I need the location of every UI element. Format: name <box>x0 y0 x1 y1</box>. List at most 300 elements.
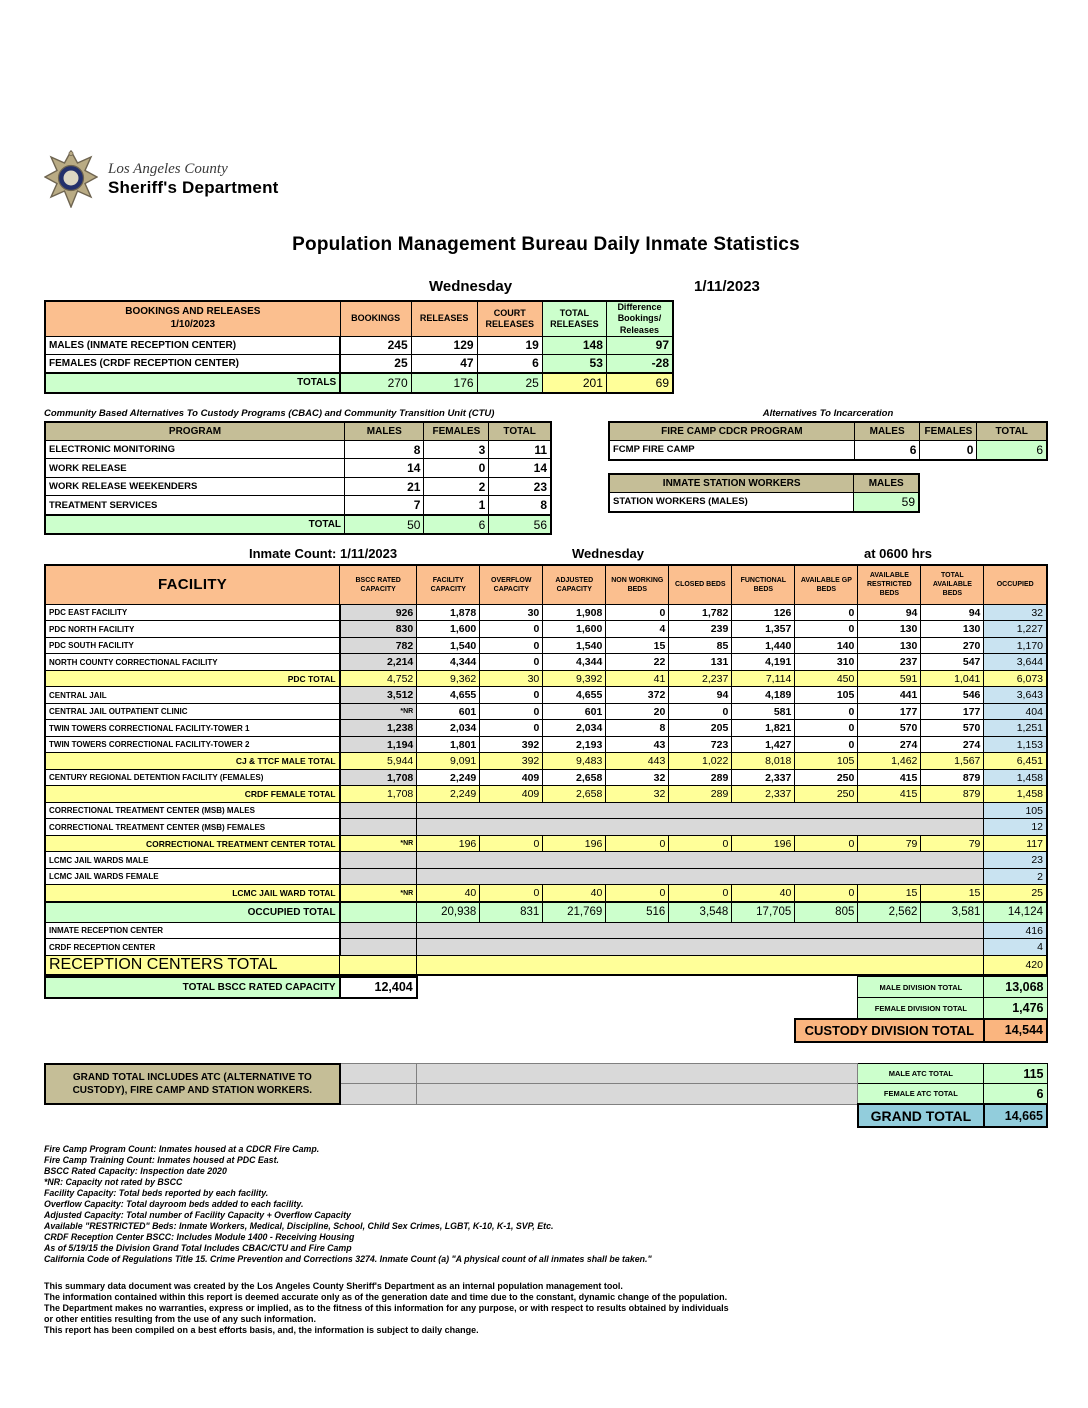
value: 2,337 <box>732 769 795 786</box>
value: 148 <box>542 336 606 354</box>
value: 129 <box>411 336 477 354</box>
total-value: 591 <box>858 670 921 687</box>
footnotes <box>44 1144 1048 1265</box>
bookings-title: BOOKINGS AND RELEASES 1/10/2023 <box>45 301 340 336</box>
value: 4,344 <box>417 654 480 671</box>
col-males: MALES <box>345 422 424 441</box>
col-facility: FACILITY <box>45 565 340 605</box>
total-value: 1,022 <box>669 753 732 770</box>
col-available-gp-beds: AVAILABLE GP BEDS <box>795 565 858 605</box>
facility-name: CENTURY REGIONAL DETENTION FACILITY (FEMALES) <box>45 769 340 786</box>
station-workers-table <box>608 473 920 513</box>
sheriff-star-icon <box>44 150 98 208</box>
total-value: 25 <box>984 885 1047 902</box>
value: 177 <box>858 703 921 720</box>
value: 0 <box>606 604 669 621</box>
col-adjusted-capacity: ADJUSTED CAPACITY <box>543 565 606 605</box>
spacer <box>417 939 984 956</box>
value: 11 <box>489 440 551 459</box>
total-value: 2,658 <box>543 786 606 803</box>
total-value: 1,458 <box>984 786 1047 803</box>
total-value: 32 <box>606 786 669 803</box>
value: 4,655 <box>417 687 480 704</box>
col-functional-beds: FUNCTIONAL BEDS <box>732 565 795 605</box>
value: 1,540 <box>417 637 480 654</box>
value: 4,344 <box>543 654 606 671</box>
value: 126 <box>732 604 795 621</box>
total-value: 21,769 <box>543 902 606 923</box>
bookings-totals-row <box>45 373 673 393</box>
col-males: MALES <box>854 474 919 493</box>
value: 723 <box>669 736 732 753</box>
value: 415 <box>858 769 921 786</box>
value: 0 <box>795 736 858 753</box>
value: 1,251 <box>984 720 1047 737</box>
value: 1,821 <box>732 720 795 737</box>
col-males: MALES <box>854 422 920 441</box>
bscc-total-label: TOTAL BSCC RATED CAPACITY <box>45 977 340 998</box>
total-value: 105 <box>795 753 858 770</box>
col-bookings: BOOKINGS <box>340 301 411 336</box>
footnote-line: BSCC Rated Capacity: Inspection date 2020 <box>44 1166 227 1177</box>
facility-row-lcmc-jail-wards-male <box>45 852 1047 869</box>
total-value: 6,451 <box>984 753 1047 770</box>
cbac-table <box>44 421 552 536</box>
facility-row-inmate-reception-center <box>45 922 1047 939</box>
value: 1,153 <box>984 736 1047 753</box>
fire-camp-row <box>609 440 1047 460</box>
row-label: ELECTRONIC MONITORING <box>45 440 345 459</box>
total-value: 6 <box>424 515 489 535</box>
cbac-title: Community Based Alternatives To Custody Programs (CBAC) and Community Transition Unit (CTU) <box>44 407 495 419</box>
value: 1,782 <box>669 604 732 621</box>
value: 177 <box>921 703 984 720</box>
total-value: 117 <box>984 835 1047 852</box>
total-value: 392 <box>480 753 543 770</box>
value: 0 <box>795 703 858 720</box>
grand-total-row <box>45 1104 1047 1127</box>
total-value: 50 <box>345 515 424 535</box>
total-value: 0 <box>669 835 732 852</box>
occupied-value: 23 <box>984 852 1047 869</box>
value: 8 <box>606 720 669 737</box>
value: 270 <box>921 637 984 654</box>
value: 547 <box>921 654 984 671</box>
value: 8 <box>345 440 424 459</box>
custody-total-value: 14,544 <box>984 1019 1047 1042</box>
row-label: MALES (INMATE RECEPTION CENTER) <box>45 336 340 354</box>
row-label: STATION WORKERS (MALES) <box>609 492 854 512</box>
footnote-line: Facility Capacity: Total beds reported by each facility. <box>44 1188 269 1199</box>
col-females: FEMALES <box>920 422 977 441</box>
facility-table <box>44 564 1048 976</box>
value: 14 <box>345 459 424 478</box>
row-label: LCMC JAIL WARDS FEMALE <box>45 868 340 885</box>
value: 1,427 <box>732 736 795 753</box>
value: *NR <box>340 703 417 720</box>
value: 546 <box>921 687 984 704</box>
row-label: WORK RELEASE WEEKENDERS <box>45 477 345 496</box>
total-value: 40 <box>417 885 480 902</box>
value: 6 <box>977 440 1047 460</box>
total-value: *NR <box>340 885 417 902</box>
facility-row-pdc-north-facility <box>45 621 1047 638</box>
facility-row-occupied-total <box>45 902 1047 923</box>
total-value: 270 <box>340 373 411 393</box>
value: 21 <box>345 477 424 496</box>
facility-row-pdc-south-facility <box>45 637 1047 654</box>
spacer <box>45 1019 795 1042</box>
col-available-restricted-beds: AVAILABLE RESTRICTED BEDS <box>858 565 921 605</box>
total-value: 9,091 <box>417 753 480 770</box>
value: 3,644 <box>984 654 1047 671</box>
day-date-row <box>44 278 1048 298</box>
male-atc-label: MALE ATC TOTAL <box>858 1064 984 1084</box>
total-value: 196 <box>732 835 795 852</box>
value: 581 <box>732 703 795 720</box>
value: 43 <box>606 736 669 753</box>
value: 1,357 <box>732 621 795 638</box>
value: 14 <box>489 459 551 478</box>
total-value: 879 <box>921 786 984 803</box>
value: 22 <box>606 654 669 671</box>
grand-total-value: 14,665 <box>984 1104 1047 1127</box>
value: -28 <box>606 354 673 373</box>
facility-summary-rows <box>44 976 1048 1043</box>
facility-row-pdc-total <box>45 670 1047 687</box>
spacer <box>340 819 417 836</box>
value: 97 <box>606 336 673 354</box>
total-value: 15 <box>921 885 984 902</box>
value: 2,658 <box>543 769 606 786</box>
female-division-value: 1,476 <box>984 998 1047 1019</box>
total-value: 415 <box>858 786 921 803</box>
inmate-count-label: Inmate Count: 1/11/2023 <box>249 545 398 561</box>
row-label: CORRECTIONAL TREATMENT CENTER (MSB) FEMALES <box>45 819 340 836</box>
value: 441 <box>858 687 921 704</box>
value: 32 <box>606 769 669 786</box>
facility-row-cj-ttcf-male-total <box>45 753 1047 770</box>
value: 245 <box>340 336 411 354</box>
occupied-value: 420 <box>984 955 1047 975</box>
cbac-header <box>45 422 551 441</box>
total-value: 4,752 <box>340 670 417 687</box>
value: 570 <box>921 720 984 737</box>
facility-row-correctional-treatment-center-msb-males <box>45 802 1047 819</box>
facility-name: PDC EAST FACILITY <box>45 604 340 621</box>
value: 879 <box>921 769 984 786</box>
footnote-line: Available "RESTRICTED" Beds: Inmate Workers, Medical, Discipline, School, Child Sex Crimes, LGBT, K-10, K-1, SVP, Etc. <box>44 1221 554 1232</box>
value: 0 <box>795 621 858 638</box>
facility-name: CENTRAL JAIL <box>45 687 340 704</box>
value: 1,540 <box>543 637 606 654</box>
spacer <box>340 802 417 819</box>
bookings-header <box>45 301 673 336</box>
total-value: 17,705 <box>732 902 795 923</box>
grand-total-note: GRAND TOTAL INCLUDES ATC (ALTERNATIVE TO CUSTODY), FIRE CAMP AND STATION WORKERS. <box>45 1064 340 1105</box>
station-workers-title: INMATE STATION WORKERS <box>609 474 854 493</box>
total-value: 30 <box>480 670 543 687</box>
total-value: 805 <box>795 902 858 923</box>
facility-row-twin-towers-correctional-facility-tower-2 <box>45 736 1047 753</box>
spacer <box>340 1064 417 1084</box>
total-value <box>340 902 417 923</box>
value: 0 <box>480 621 543 638</box>
total-value: 9,392 <box>543 670 606 687</box>
total-value: 0 <box>480 885 543 902</box>
total-value: 0 <box>606 835 669 852</box>
spacer <box>340 868 417 885</box>
value: 2,214 <box>340 654 417 671</box>
total-value: 20,938 <box>417 902 480 923</box>
value: 4,189 <box>732 687 795 704</box>
value: 94 <box>669 687 732 704</box>
total-label: CRDF FEMALE TOTAL <box>45 786 340 803</box>
total-value: 0 <box>669 885 732 902</box>
total-value: 443 <box>606 753 669 770</box>
custody-division-row <box>45 1019 1047 1042</box>
value: 372 <box>606 687 669 704</box>
total-value: 69 <box>606 373 673 393</box>
row-label: INMATE RECEPTION CENTER <box>45 922 340 939</box>
spacer <box>340 852 417 869</box>
total-value: 3,548 <box>669 902 732 923</box>
agency-logo <box>44 150 1048 208</box>
value: 3,512 <box>340 687 417 704</box>
col-program: PROGRAM <box>45 422 345 441</box>
facility-row-reception-centers-total <box>45 955 1047 975</box>
bscc-total-value: 12,404 <box>340 977 417 998</box>
value: 105 <box>795 687 858 704</box>
value: 250 <box>795 769 858 786</box>
total-value: 40 <box>543 885 606 902</box>
total-value: 40 <box>732 885 795 902</box>
value: 2,193 <box>543 736 606 753</box>
spacer <box>417 977 858 998</box>
row-label: CORRECTIONAL TREATMENT CENTER (MSB) MALES <box>45 802 340 819</box>
value: 140 <box>795 637 858 654</box>
value: 1,878 <box>417 604 480 621</box>
col-bscc-rated-capacity: BSCC RATED CAPACITY <box>340 565 417 605</box>
facility-name: TWIN TOWERS CORRECTIONAL FACILITY-TOWER 2 <box>45 736 340 753</box>
col-facility-capacity: FACILITY CAPACITY <box>417 565 480 605</box>
total-value: 0 <box>795 885 858 902</box>
total-value: 289 <box>669 786 732 803</box>
total-value: 2,249 <box>417 786 480 803</box>
value: 23 <box>489 477 551 496</box>
value: 0 <box>424 459 489 478</box>
spacer <box>340 939 417 956</box>
ati-section <box>608 408 1048 525</box>
spacer <box>417 868 984 885</box>
female-atc-label: FEMALE ATC TOTAL <box>858 1084 984 1105</box>
total-value: 2,337 <box>732 786 795 803</box>
facility-name: NORTH COUNTY CORRECTIONAL FACILITY <box>45 654 340 671</box>
fire-camp-header <box>609 422 1047 441</box>
footnote-line: Adjusted Capacity: Total number of Facility Capacity + Overflow Capacity <box>44 1210 351 1221</box>
value: 1,170 <box>984 637 1047 654</box>
spacer <box>417 955 984 975</box>
bscc-total-row <box>45 977 1047 998</box>
col-releases: RELEASES <box>411 301 477 336</box>
inmate-count-day: Wednesday <box>572 545 645 561</box>
cbac-row-work-release-weekenders <box>45 477 551 496</box>
total-value: 450 <box>795 670 858 687</box>
spacer <box>45 1104 858 1127</box>
value: 274 <box>921 736 984 753</box>
total-value: 79 <box>921 835 984 852</box>
grand-total-label: GRAND TOTAL <box>858 1104 984 1127</box>
col-closed-beds: CLOSED BEDS <box>669 565 732 605</box>
value: 6 <box>477 354 542 373</box>
total-value: 5,944 <box>340 753 417 770</box>
cbac-row-work-release <box>45 459 551 478</box>
total-value: 176 <box>411 373 477 393</box>
disclaimer-line: This report has been compiled on a best efforts basis, and, the information is subject to daily change. <box>44 1325 479 1336</box>
total-value: 1,462 <box>858 753 921 770</box>
station-workers-header <box>609 474 919 493</box>
value: 0 <box>480 637 543 654</box>
value: 2,249 <box>417 769 480 786</box>
disclaimer-line: The information contained within this report is deemed accurate only as of the generation date and time due to the constant, dynamic change of the population. <box>44 1292 728 1303</box>
total-value: 9,483 <box>543 753 606 770</box>
total-value: 14,124 <box>984 902 1047 923</box>
facility-row-crdf-female-total <box>45 786 1047 803</box>
value: 3,643 <box>984 687 1047 704</box>
col-total: TOTAL <box>977 422 1047 441</box>
inmate-count-row <box>44 546 1048 564</box>
value: 2,034 <box>543 720 606 737</box>
female-division-label: FEMALE DIVISION TOTAL <box>858 998 984 1019</box>
value: 47 <box>411 354 477 373</box>
value: 4,655 <box>543 687 606 704</box>
facility-row-crdf-reception-center <box>45 939 1047 956</box>
spacer <box>417 1064 858 1084</box>
facility-name: PDC SOUTH FACILITY <box>45 637 340 654</box>
totals-label: TOTALS <box>45 373 340 393</box>
total-label: PDC TOTAL <box>45 670 340 687</box>
value: 15 <box>606 637 669 654</box>
value: 0 <box>480 687 543 704</box>
fire-camp-table <box>608 421 1048 461</box>
facility-row-lcmc-jail-wards-female <box>45 868 1047 885</box>
cbac-row-electronic-monitoring <box>45 440 551 459</box>
col-overflow-capacity: OVERFLOW CAPACITY <box>480 565 543 605</box>
footnote-line: As of 5/19/15 the Division Grand Total Includes CBAC/CTU and Fire Camp <box>44 1243 352 1254</box>
col-difference-bookings-releases: Difference Bookings/ Releases <box>606 301 673 336</box>
value: 2,034 <box>417 720 480 737</box>
value: 1,708 <box>340 769 417 786</box>
value: 404 <box>984 703 1047 720</box>
spacer <box>45 998 858 1019</box>
bookings-row-females-crdf-reception-center <box>45 354 673 373</box>
value: 0 <box>480 720 543 737</box>
total-value: 41 <box>606 670 669 687</box>
total-value: 201 <box>542 373 606 393</box>
value: 782 <box>340 637 417 654</box>
value: 59 <box>854 492 919 512</box>
spacer <box>417 852 984 869</box>
value: 19 <box>477 336 542 354</box>
facility-row-twin-towers-correctional-facility-tower-1 <box>45 720 1047 737</box>
spacer <box>340 922 417 939</box>
col-females: FEMALES <box>424 422 489 441</box>
station-workers-row <box>609 492 919 512</box>
disclaimer-line: This summary data document was created by the Los Angeles County Sheriff's Department as an internal population management tool. <box>44 1281 623 1292</box>
ati-title: Alternatives To Incarceration <box>762 407 894 419</box>
total-value: 1,567 <box>921 753 984 770</box>
total-value: 0 <box>606 885 669 902</box>
spacer <box>340 955 417 975</box>
facility-header <box>45 565 1047 605</box>
date-label: 1/11/2023 <box>694 278 760 295</box>
value: 0 <box>795 604 858 621</box>
disclaimer-line: The Department makes no warranties, express or implied, as to the fitness of this information for any purpose, or with respect to results obtained by individuals <box>44 1303 729 1314</box>
value: 1 <box>424 496 489 515</box>
value: 130 <box>921 621 984 638</box>
value: 0 <box>480 654 543 671</box>
total-value: 1,708 <box>340 786 417 803</box>
value: 30 <box>480 604 543 621</box>
male-atc-value: 115 <box>984 1064 1047 1084</box>
grand-total-section <box>44 1063 1048 1129</box>
value: 1,440 <box>732 637 795 654</box>
value: 392 <box>480 736 543 753</box>
value: 601 <box>543 703 606 720</box>
footnote-line: Fire Camp Program Count: Inmates housed at a CDCR Fire Camp. <box>44 1144 320 1155</box>
row-label: TREATMENT SERVICES <box>45 496 345 515</box>
spacer <box>417 1084 858 1105</box>
total-value: 409 <box>480 786 543 803</box>
value: 1,600 <box>543 621 606 638</box>
value: 94 <box>921 604 984 621</box>
row-label: FEMALES (CRDF RECEPTION CENTER) <box>45 354 340 373</box>
value: 830 <box>340 621 417 638</box>
page-title: Population Management Bureau Daily Inmate Statistics <box>292 234 800 255</box>
facility-row-central-jail <box>45 687 1047 704</box>
facility-row-lcmc-jail-ward-total <box>45 885 1047 902</box>
value: 85 <box>669 637 732 654</box>
total-value: 250 <box>795 786 858 803</box>
total-value: 56 <box>489 515 551 535</box>
value: 131 <box>669 654 732 671</box>
value: 0 <box>480 703 543 720</box>
value: 0 <box>795 720 858 737</box>
value: 0 <box>669 703 732 720</box>
facility-name: PDC NORTH FACILITY <box>45 621 340 638</box>
occupied-value: 4 <box>984 939 1047 956</box>
value: 130 <box>858 637 921 654</box>
total-value: *NR <box>340 835 417 852</box>
facility-row-correctional-treatment-center-total <box>45 835 1047 852</box>
facility-row-correctional-treatment-center-msb-females <box>45 819 1047 836</box>
footnote-line: California Code of Regulations Title 15. Crime Prevention and Corrections 3274. Inmate Count (a) "A physical count of all inmates shall be taken." <box>44 1254 652 1265</box>
male-division-value: 13,068 <box>984 977 1047 998</box>
value: 239 <box>669 621 732 638</box>
inmate-count-time: at 0600 hrs <box>864 545 932 561</box>
spacer <box>417 922 984 939</box>
agency-name: Sheriff's Department <box>108 177 279 197</box>
value: 1,227 <box>984 621 1047 638</box>
facility-name: CENTRAL JAIL OUTPATIENT CLINIC <box>45 703 340 720</box>
total-value: 79 <box>858 835 921 852</box>
value: 601 <box>417 703 480 720</box>
footnote-line: Fire Camp Training Count: Inmates housed at PDC East. <box>44 1155 279 1166</box>
total-value: 7,114 <box>732 670 795 687</box>
facility-row-century-regional-detention-facility-females <box>45 769 1047 786</box>
total-value: 6,073 <box>984 670 1047 687</box>
value: 4,191 <box>732 654 795 671</box>
